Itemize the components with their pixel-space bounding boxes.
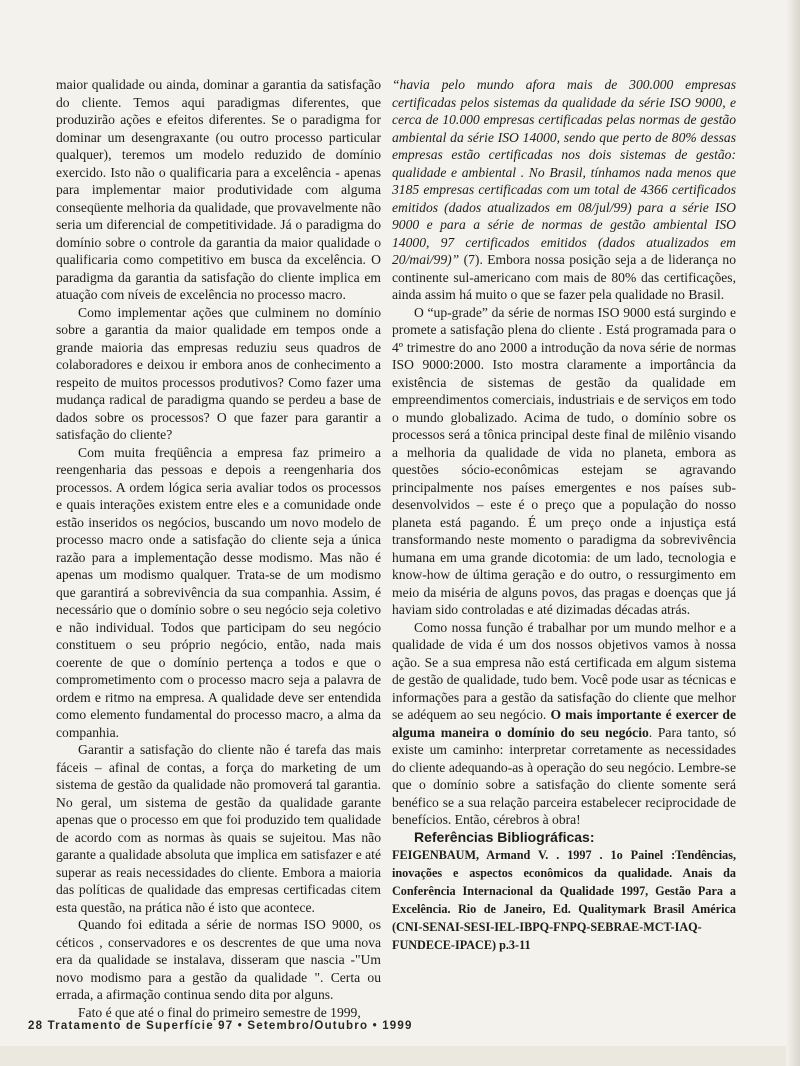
emphasis-text: O mais importante é exercer de alguma maneira o domínio do seu negócio [392, 707, 736, 740]
paragraph: Garantir a satisfação do cliente não é tarefa das mais fáceis – afinal de contas, a força do marketing de um sistema de gestão da qualidade não promoverá tal garantia. No geral, um sistema de gestão da qualidade garante apenas que o processo em que foi produzido tem qualidade de acordo com as normas às quais se sujeitou. Mas não garante a qualidade absoluta que implica em satisfazer e até superar as reais necessidades do cliente. Embora a maioria das políticas de qualidade das empresas certificadas citem esta questão, na prática não é isto que acontece. [56, 742, 381, 915]
paragraph: Quando foi editada a série de normas ISO 9000, os céticos , conservadores e os descrentes de que uma nova era da qualidade se instalava, disseram que nascia -"Um novo modismo para a gestão da qualidade ". Certa ou errada, a afirmação continua sendo dita por alguns. [56, 917, 381, 1002]
left-column [56, 76, 381, 1021]
quote-tail: (7). Embora nossa posição seja a de liderança no continente sul-americano com mais de 80% das certificações, ainda assim há muito o que se fazer pela qualidade no Brasil. [392, 252, 736, 302]
bottom-margin [0, 1046, 800, 1066]
paragraph: O “up-grade” da série de normas ISO 9000 está surgindo e promete a satisfação plena do cliente . Está programada para o 4º trimestre do ano 2000 a introdução da nova série de normas ISO 9000:2000. Isto mostra claramente a importância da existência de sistemas de gestão da qualidade em empreendimentos comerciais, industriais e de serviços em todo o mundo globalizado. Acima de tudo, o domínio sobre os processos será a tônica principal deste final de milênio visando a melhoria da qualidade de vida no planeta, embora as questões sócio-econômicas estejam se agravando principalmente nos países emergentes e nos países sub-desenvolvidos – este é o preço que a população do nosso planeta está pagando. É um preço onde a injustiça está transformando neste momento o paradigma da sobrevivência humana em uma grande dicotomia: de um lado, tecnologia e know-how de última geração e do outro, o ressurgimento em meio da miséria de alguns povos, das pragas e doenças que já haviam sido controladas e até dizimadas décadas atrás. [392, 304, 736, 617]
quoted-statistics: “havia pelo mundo afora mais de 300.000 empresas certificadas pelos sistemas da qualidade da série ISO 9000, e cerca de 10.000 empresas certificadas pelas normas de gestão ambiental da série ISO 14000, sendo que perto de 80% dessas empresas estão certificadas nos dois sistemas de gestão: qualidade e ambiental . No Brasil, tínhamos nada menos que 3185 empresas certificadas com um total de 4366 certificados emitidos (dados atualizados em 08/jul/99) para a série ISO 9000 e para a série de normas de gestão ambiental ISO 14000, 97 certificados emitidos (dados atualizados em 20/mai/99)” [392, 77, 736, 267]
paragraph: maior qualidade ou ainda, dominar a garantia da satisfação do cliente. Temos aqui paradigmas diferentes, que produzirão ações e efeitos diferentes. Se o paradigma for dominar um desengraxante (ou outro processo particular qualquer), teremos um modelo reduzido de domínio exercido. Isto não o qualificaria para a excelência - apenas para implementar maior produtividade com alguma conseqüente melhoria da qualidade, que provavelmente não seria um diferencial de competitividade. Já o paradigma do domínio sobre o controle da garantia da maior qualidade o qualificaria como competitivo em busca da excelência. O paradigma da garantia da satisfação do cliente implica em atuação com níveis de excelência no processo macro. [56, 77, 381, 302]
page-edge-shadow [786, 0, 800, 1066]
quote-paragraph [392, 76, 736, 304]
paragraph: Como implementar ações que culminem no domínio sobre a garantia da maior qualidade em tempos onde a grande maioria das empresas reduziu seus quadros de colaboradores e deixou ir embora anos de conhecimento a respeito de muitos processos produtivos? Como fazer uma mudança radical de paradigma quando se perdeu a base de dados sobre os processos? O que fazer para garantir a satisfação do cliente? [56, 304, 381, 442]
paragraph [392, 619, 736, 829]
paragraph: Fato é que até o final do primeiro semestre de 1999, [78, 1004, 361, 1020]
right-column [392, 76, 736, 954]
reference-entry: FEIGENBAUM, Armand V. . 1997 . 1o Painel :Tendências, inovações e aspectos econômicos da qualidade. Anais da Conferência Internacional da Qualidade 1997, Gestão Para a Excelência. Rio de Janeiro, Ed. Qualitymark Brasil América (CNI-SENAI-SESI-IEL-IBPQ-FNPQ-SEBRAE-MCT-IAQ-FUNDECE-IPACE) p.3-11 [392, 848, 736, 952]
references-heading: Referências Bibliográficas: [414, 828, 595, 845]
paragraph: Com muita freqüência a empresa faz primeiro a reengenharia das pessoas e depois a reengenharia dos processos. A ordem lógica seria avaliar todos os processos e quais interações existem entre eles e a comunidade onde estão inseridos os negócios, buscando um novo modelo de processo macro onde a satisfação do cliente seja a única razão para a implementação desse modismo. Mas não é apenas um modismo qualquer. Trata-se de um modismo que garantirá a sobrevivência da sua companhia. Assim, é necessário que o domínio sobre o seu negócio seja coletivo e não individual. Todos que participam do seu negócio constituem o seu próprio negócio, então, nada mais coerente de que o domínio pertença a todos e que o comprometimento com o processo macro seja a palavra de ordem e ritmo na empresa. A qualidade deve ser entendida como elemento fundamental do processo macro, a alma da companhia. [56, 444, 381, 740]
paragraph-text: Como nossa função é trabalhar por um mundo melhor e a qualidade de vida é um dos nossos objetivos vamos à nossa ação. Se a sua empresa não está certificada em algum sistema de gestão de qualidade, tudo bem. Você pode usar as técnicas e informações para a gestão da satisfação do cliente que melhor se adéquem ao seu negócio. [392, 619, 736, 722]
page-footer: 28 Tratamento de Superfície 97 • Setembro/Outubro • 1999 [28, 1020, 413, 1032]
paragraph-text: . Para tanto, só existe um caminho: interpretar corretamente as necessidades do cliente adequando-as à operação do seu negócio. Lembre-se que o domínio sobre a satisfação do cliente somente será benéfico se a sua relação parceira estabelecer reciprocidade de benefícios. Então, cérebros à obra! [392, 724, 736, 827]
